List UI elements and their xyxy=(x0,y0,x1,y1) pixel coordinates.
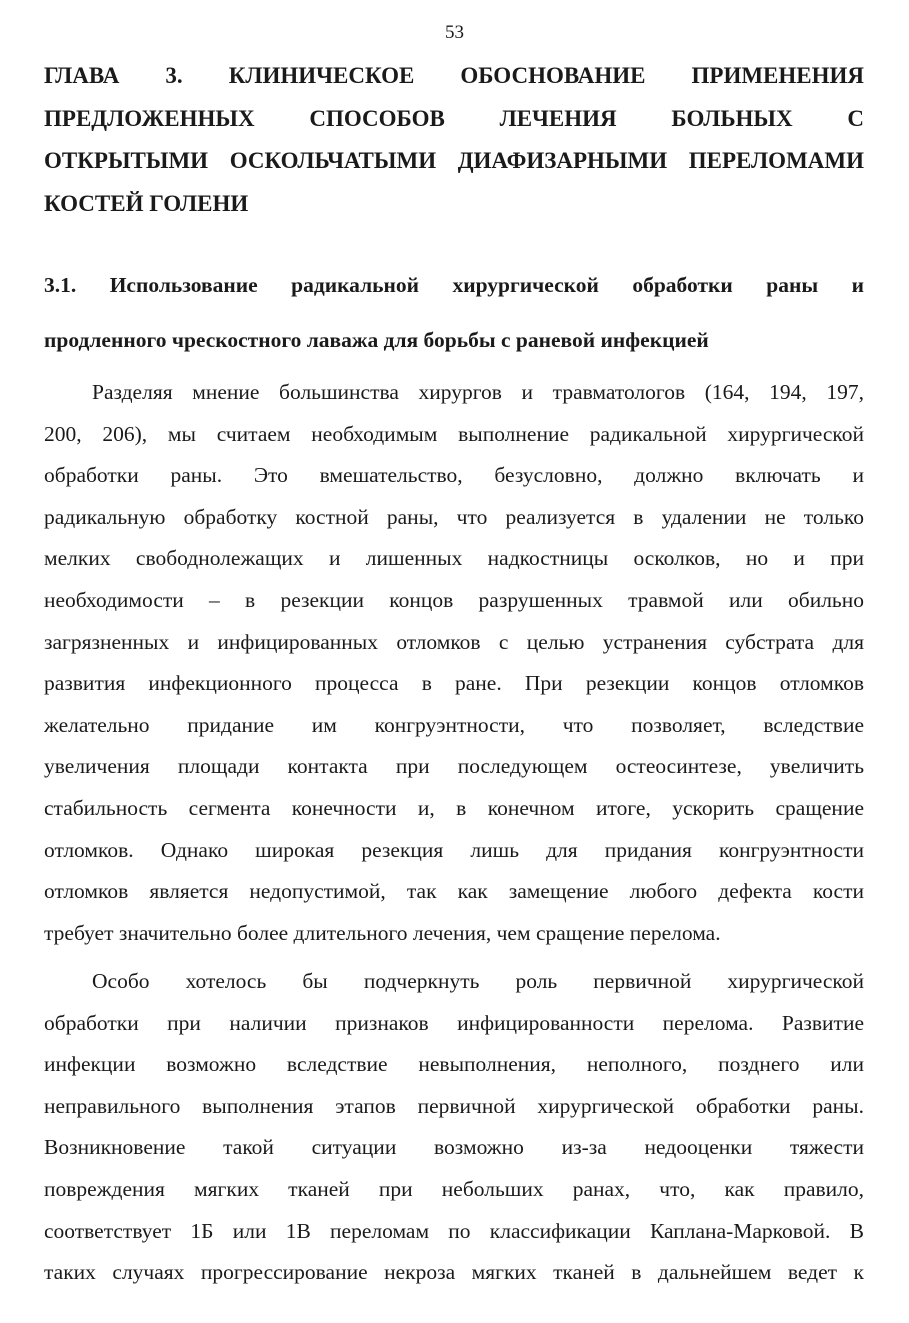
paragraph-line: необходимости – в резекции концов разрушенных травмой или обильно xyxy=(44,587,864,612)
chapter-title-line: ГЛАВА 3. КЛИНИЧЕСКОЕ ОБОСНОВАНИЕ ПРИМЕНЕНИЯ xyxy=(44,63,864,88)
page-number: 53 xyxy=(445,22,464,43)
chapter-title xyxy=(44,55,864,225)
body-paragraph xyxy=(44,372,864,954)
section-title-line: продленного чрескостного лаважа для борьбы с раневой инфекцией xyxy=(44,328,709,352)
paragraph-line: Разделяя мнение большинства хирургов и травматологов (164, 194, 197, xyxy=(92,380,864,404)
paragraph-line: 200, 206), мы считаем необходимым выполнение радикальной хирургической xyxy=(44,421,864,446)
paragraph-line: требует значительно более длительного лечения, чем сращение перелома. xyxy=(44,920,721,945)
paragraph-line: отломков является недопустимой, так как замещение любого дефекта кости xyxy=(44,879,864,904)
chapter-title-line: КОСТЕЙ ГОЛЕНИ xyxy=(44,190,249,216)
section-title xyxy=(44,264,864,374)
paragraph-line: мелких свободнолежащих и лишенных надкостницы осколков, но и при xyxy=(44,546,864,571)
paragraph-line: инфекции возможно вследствие невыполнения, неполного, позднего или xyxy=(44,1052,864,1077)
paragraph-line: повреждения мягких тканей при небольших ранах, что, как правило, xyxy=(44,1176,864,1201)
paragraph-line: радикальную обработку костной раны, что реализуется в удалении не только xyxy=(44,504,864,529)
chapter-title-line: ОТКРЫТЫМИ ОСКОЛЬЧАТЫМИ ДИАФИЗАРНЫМИ ПЕРЕЛОМАМИ xyxy=(44,148,864,173)
paragraph-line: неправильного выполнения этапов первичной хирургической обработки раны. xyxy=(44,1093,864,1118)
paragraph-line: Особо хотелось бы подчеркнуть роль первичной хирургической xyxy=(92,969,864,993)
paragraph-line: таких случаях прогрессирование некроза мягких тканей в дальнейшем ведет к xyxy=(44,1260,864,1285)
paragraph-line: желательно придание им конгруэнтности, что позволяет, вследствие xyxy=(44,712,864,737)
paragraph-line: обработки раны. Это вмешательство, безусловно, должно включать и xyxy=(44,463,864,488)
body-paragraph xyxy=(44,961,864,1294)
paragraph-line: Возникновение такой ситуации возможно из-за недооценки тяжести xyxy=(44,1135,864,1160)
paragraph-line: увеличения площади контакта при последующем остеосинтезе, увеличить xyxy=(44,754,864,779)
chapter-title-line: ПРЕДЛОЖЕННЫХ СПОСОБОВ ЛЕЧЕНИЯ БОЛЬНЫХ С xyxy=(44,105,864,131)
section-title-line: 3.1. Использование радикальной хирургической обработки раны и xyxy=(44,273,864,297)
paragraph-line: стабильность сегмента конечности и, в конечном итоге, ускорить сращение xyxy=(44,795,864,820)
paragraph-line: развития инфекционного процесса в ране. При резекции концов отломков xyxy=(44,671,864,696)
paragraph-line: загрязненных и инфицированных отломков с целью устранения субстрата для xyxy=(44,629,864,654)
paragraph-line: соответствует 1Б или 1В переломам по классификации Каплана-Марковой. В xyxy=(44,1218,864,1243)
paragraph-line: отломков. Однако широкая резекция лишь для придания конгруэнтности xyxy=(44,837,864,862)
paragraph-line: обработки при наличии признаков инфицированности перелома. Развитие xyxy=(44,1010,864,1035)
